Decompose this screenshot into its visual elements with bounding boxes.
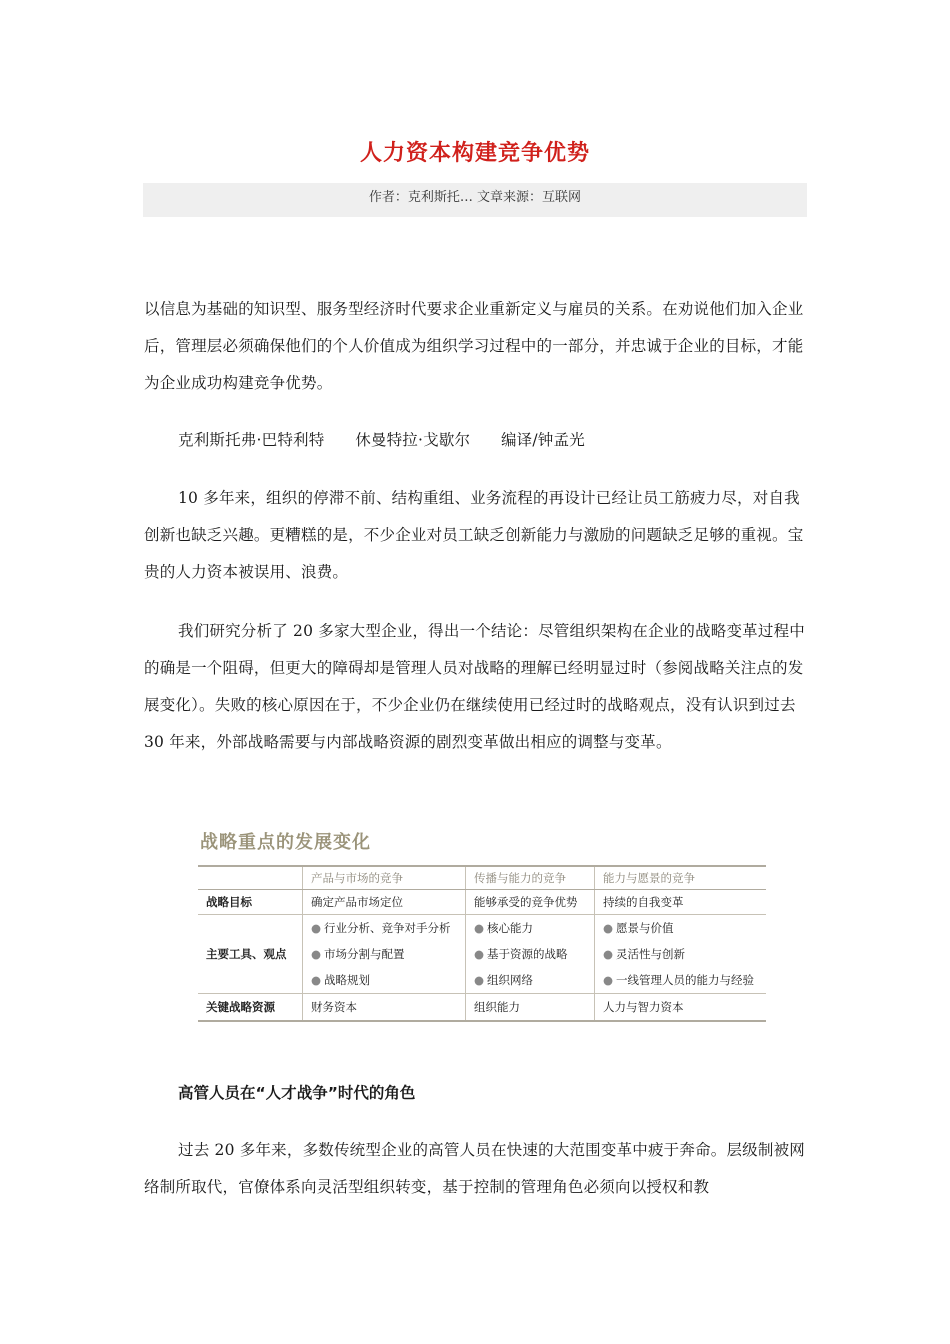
figure-title: 战略重点的发展变化 (200, 832, 371, 853)
bullet-icon: ● (603, 921, 614, 935)
table-cell (303, 915, 466, 994)
table-row (198, 890, 766, 915)
list-item: ● 愿景与价值 (603, 921, 674, 935)
bullet-icon: ● (603, 947, 614, 961)
table-cell: 财务资本 (303, 994, 466, 1022)
table-row (198, 994, 766, 1022)
table-cell: 组织能力 (466, 994, 595, 1022)
table-cell: 持续的自我变革 (595, 890, 767, 915)
article-meta-bar (143, 183, 807, 217)
bullet-icon: ● (474, 921, 485, 935)
table-header-row (198, 866, 766, 890)
table-header-empty (198, 866, 303, 890)
table-cell (466, 915, 595, 994)
table-cell (595, 915, 767, 994)
list-item: ● 行业分析、竞争对手分析 (311, 921, 451, 935)
list-item: ● 灵活性与创新 (603, 947, 686, 961)
table-header-col-3: 能力与愿景的竞争 (595, 866, 767, 890)
paragraph-4: 我们研究分析了 20 多家大型企业，得出一个结论：尽管组织架构在企业的战略变革过程中的确是一个阻碍，但更大的障碍却是管理人员对战略的理解已经明显过时（参阅战略关注点的发展变化）。失败的核心原因在于，不少企业仍在继续使用已经过时的战略观点，没有认识到过去 30 年来，外部战略需要与内部战略资源的剧烈变革做出相应的调整与变革。 (144, 622, 805, 751)
bullet-icon: ● (311, 973, 322, 987)
table-cell: 能够承受的竞争优势 (466, 890, 595, 915)
bullet-icon: ● (311, 947, 322, 961)
list-item: ● 组织网络 (474, 973, 534, 987)
list-item: ● 市场分割与配置 (311, 947, 405, 961)
table-header-col-2: 传播与能力的竞争 (466, 866, 595, 890)
list-item: ● 战略规划 (311, 973, 371, 987)
table-header-col-1: 产品与市场的竞争 (303, 866, 466, 890)
list-item: ● 基于资源的战略 (474, 947, 568, 961)
row-label-resources: 关键战略资源 (198, 994, 303, 1022)
intro-paragraph: 以信息为基础的知识型、服务型经济时代要求企业重新定义与雇员的关系。在劝说他们加入企业后，管理层必须确保他们的个人价值成为组织学习过程中的一部分，并忠诚于企业的目标，才能为企业成功构建竞争优势。 (144, 300, 804, 392)
strategy-table-figure (198, 828, 766, 1023)
authors-line: 克利斯托弗·巴特利特 休曼特拉·戈歇尔 编译/钟孟光 (178, 431, 585, 449)
section-heading: 高管人员在“人才战争”时代的角色 (178, 1084, 416, 1102)
strategy-table (198, 865, 766, 1022)
paragraph-3: 10 多年来，组织的停滞不前、结构重组、业务流程的再设计已经让员工筋疲力尽，对自我创新也缺乏兴趣。更糟糕的是，不少企业对员工缺乏创新能力与激励的问题缺乏足够的重视。宝贵的人力资本被误用、浪费。 (144, 489, 804, 581)
table-cell: 确定产品市场定位 (303, 890, 466, 915)
list-item: ● 一线管理人员的能力与经验 (603, 973, 755, 987)
article-meta: 作者：克利斯托… 文章来源：互联网 (368, 190, 582, 205)
paragraph-6: 过去 20 多年来，多数传统型企业的高管人员在快速的大范围变革中疲于奔命。层级制被网络制所取代，官僚体系向灵活型组织转变，基于控制的管理角色必须向以授权和教 (144, 1141, 805, 1196)
article-title: 人力资本构建竞争优势 (359, 140, 590, 166)
bullet-icon: ● (603, 973, 614, 987)
bullet-icon: ● (474, 973, 485, 987)
bullet-icon: ● (474, 947, 485, 961)
table-row (198, 915, 766, 994)
bullet-icon: ● (311, 921, 322, 935)
row-label-goal: 战略目标 (198, 890, 303, 915)
row-label-tools: 主要工具、观点 (198, 915, 303, 994)
table-cell: 人力与智力资本 (595, 994, 767, 1022)
list-item: ● 核心能力 (474, 921, 534, 935)
